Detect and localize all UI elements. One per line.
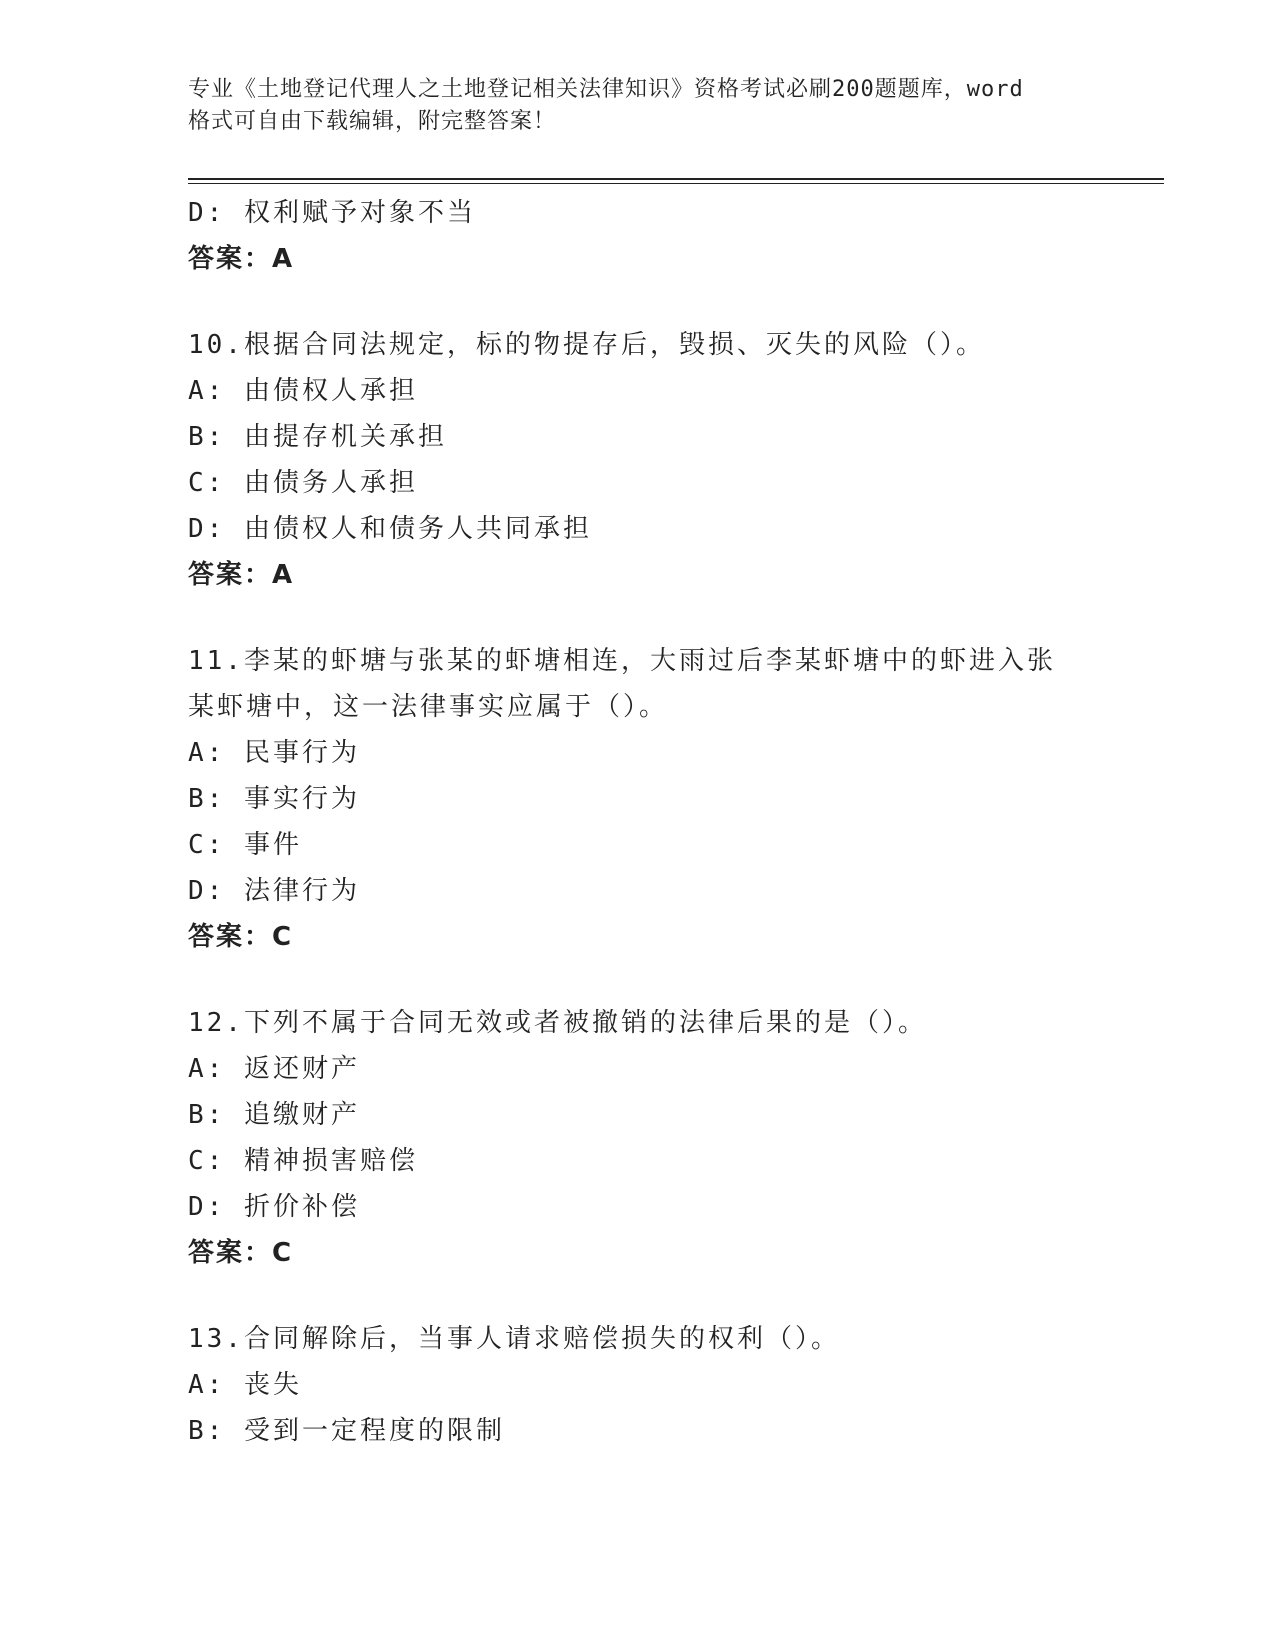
header-title-line2: 格式可自由下载编辑，附完整答案！ — [188, 109, 557, 134]
answer-label: 答案：A — [188, 244, 295, 274]
option-a: A: 由债权人承担 — [188, 376, 418, 406]
document-header — [188, 74, 1088, 138]
question-10 — [188, 322, 1148, 598]
option-b: B: 由提存机关承担 — [188, 422, 447, 452]
option-c: C: 事件 — [188, 830, 302, 860]
question-list — [188, 190, 1148, 1454]
answer-label: 答案：A — [188, 560, 295, 590]
previous-question-tail — [188, 190, 1148, 282]
answer-label: 答案：C — [188, 1238, 294, 1268]
header-title-line1: 专业《土地登记代理人之土地登记相关法律知识》资格考试必刷200题题库，word — [188, 77, 1024, 102]
option-c: C: 由债务人承担 — [188, 468, 418, 498]
option-c: C: 精神损害赔偿 — [188, 1146, 418, 1176]
answer-label: 答案：C — [188, 922, 294, 952]
option-b: B: 受到一定程度的限制 — [188, 1416, 505, 1446]
question-12 — [188, 1000, 1148, 1276]
option-d: D: 法律行为 — [188, 876, 360, 906]
option-b: B: 追缴财产 — [188, 1100, 360, 1130]
option-d: D: 权利赋予对象不当 — [188, 198, 476, 228]
option-a: A: 民事行为 — [188, 738, 360, 768]
question-13 — [188, 1316, 1148, 1454]
option-d: D: 折价补偿 — [188, 1192, 360, 1222]
question-stem: 11.李某的虾塘与张某的虾塘相连，大雨过后李某虾塘中的虾进入张某虾塘中，这一法律事实应属于（）。 — [188, 646, 1056, 722]
question-11 — [188, 638, 1148, 960]
option-a: A: 丧失 — [188, 1370, 302, 1400]
question-stem: 10.根据合同法规定，标的物提存后，毁损、灭失的风险（）。 — [188, 330, 985, 360]
option-d: D: 由债权人和债务人共同承担 — [188, 514, 592, 544]
question-stem: 12.下列不属于合同无效或者被撤销的法律后果的是（）。 — [188, 1008, 927, 1038]
header-divider-thick — [188, 178, 1164, 180]
header-divider-thin — [188, 183, 1164, 184]
option-b: B: 事实行为 — [188, 784, 360, 814]
option-a: A: 返还财产 — [188, 1054, 360, 1084]
question-stem: 13.合同解除后，当事人请求赔偿损失的权利（）。 — [188, 1324, 840, 1354]
